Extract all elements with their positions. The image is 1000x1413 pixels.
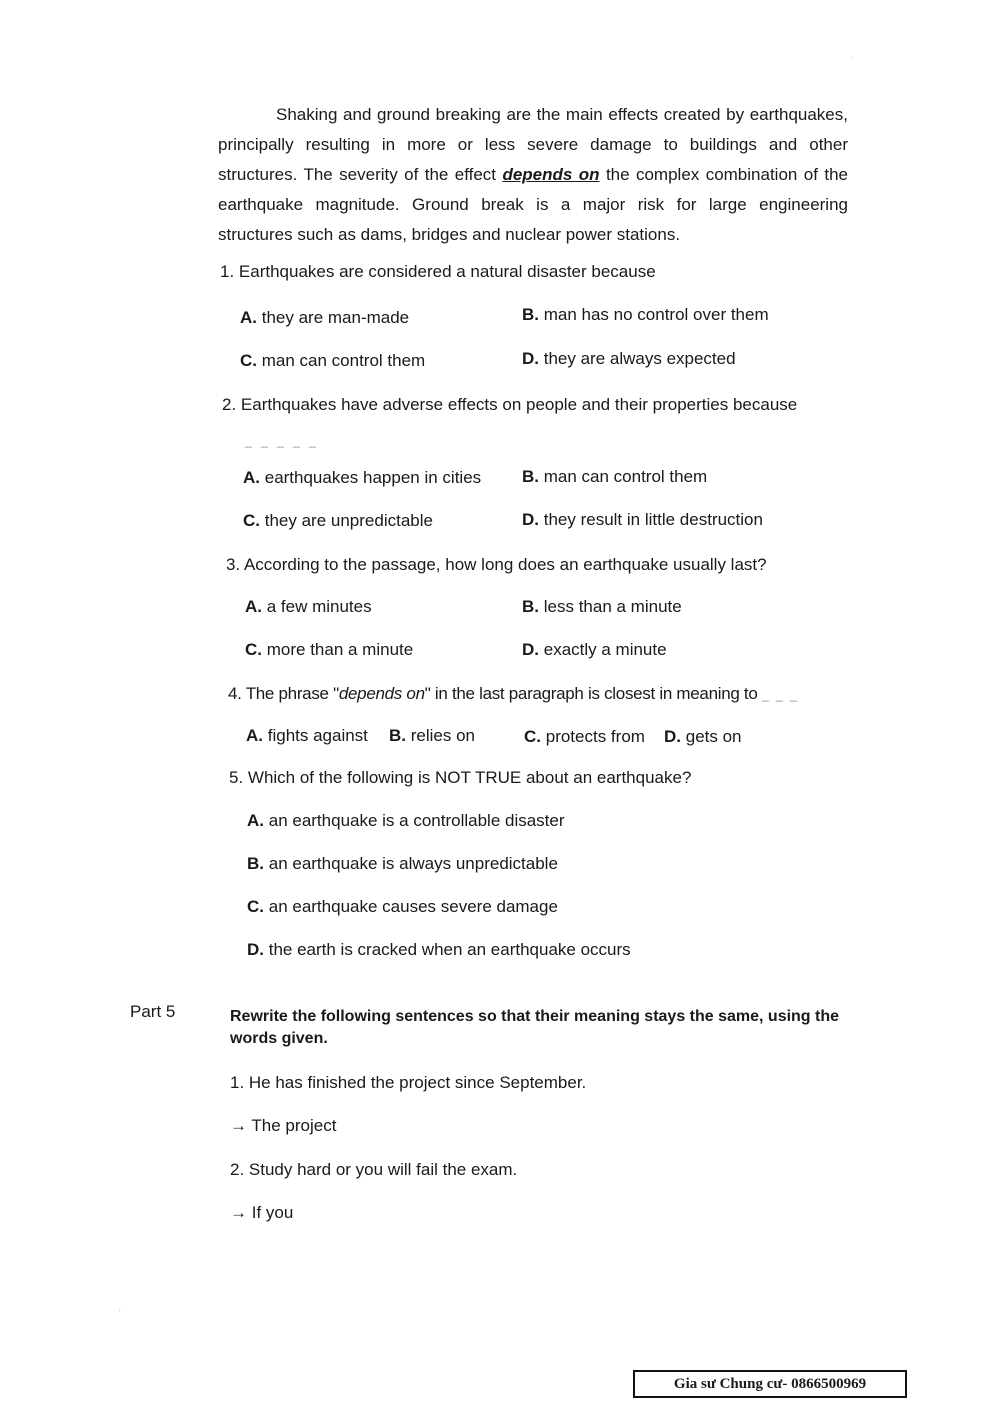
- question-1-option-c[interactable]: C. man can control them: [240, 351, 426, 370]
- question-5-option-b[interactable]: B. an earthquake is always unpredictable: [247, 854, 558, 873]
- question-1-stem: 1. Earthquakes are considered a natural disaster because: [220, 262, 656, 281]
- question-2-option-c[interactable]: C. they are unpredictable: [243, 511, 433, 530]
- question-2-option-a[interactable]: A. earthquakes happen in cities: [243, 468, 482, 487]
- question-1-option-a[interactable]: A. they are man-made: [240, 308, 410, 327]
- question-1-option-d[interactable]: D. they are always expected: [522, 349, 736, 368]
- question-5-option-c[interactable]: C. an earthquake causes severe damage: [247, 897, 558, 916]
- question-2-option-b[interactable]: B. man can control them: [522, 467, 708, 486]
- part-5-label: Part 5: [130, 1002, 176, 1021]
- question-4-option-d[interactable]: D. gets on: [664, 727, 742, 746]
- rewrite-2-sentence: 2. Study hard or you will fail the exam.: [230, 1160, 518, 1179]
- part-5-instruction: Rewrite the following sentences so that their meaning stays the same, using the words given.: [230, 1008, 840, 1047]
- question-1-option-b[interactable]: B. man has no control over them: [522, 305, 769, 324]
- passage-text-1: Shaking and ground breaking are the main effects created by earthquakes, principally resulting in more or less severe damage to buildings and other structures. The severity of the effect: [218, 105, 848, 184]
- question-4-keyword: depends on: [338, 684, 425, 703]
- question-3-option-b[interactable]: B. less than a minute: [522, 597, 682, 616]
- question-3-stem: 3. According to the passage, how long does an earthquake usually last?: [226, 555, 767, 574]
- question-4-option-c[interactable]: C. protects from: [524, 727, 645, 746]
- rewrite-1-sentence: 1. He has finished the project since September.: [230, 1073, 587, 1092]
- rewrite-2-prompt[interactable]: → If you: [230, 1203, 294, 1222]
- answer-blank: _ _ _ _ _: [245, 434, 319, 448]
- passage-text-2: the complex combination of the earthquake magnitude. Ground break is a major risk for large engineering structures such as dams, bridges and nuclear power stations.: [218, 165, 848, 244]
- question-5-stem: 5. Which of the following is NOT TRUE about an earthquake?: [229, 768, 692, 787]
- question-5-option-a[interactable]: A. an earthquake is a controllable disaster: [247, 811, 565, 830]
- scan-mark: ·: [118, 1305, 122, 1316]
- rewrite-1-prompt[interactable]: → The project: [230, 1116, 337, 1135]
- question-3-option-d[interactable]: D. exactly a minute: [522, 640, 667, 659]
- footer-credit-box: Gia sư Chung cư- 0866500969: [633, 1370, 907, 1398]
- question-5-option-d[interactable]: D. the earth is cracked when an earthquake occurs: [247, 940, 631, 959]
- question-3-option-c[interactable]: C. more than a minute: [245, 640, 414, 659]
- passage-keyword: depends on: [502, 165, 600, 184]
- question-3-option-a[interactable]: A. a few minutes: [245, 597, 372, 616]
- question-2-option-d[interactable]: D. they result in little destruction: [522, 510, 763, 529]
- question-4-option-b[interactable]: B. relies on: [389, 726, 475, 745]
- scan-mark: ·: [850, 52, 854, 63]
- question-4-stem: 4. The phrase "depends on" in the last paragraph is closest in meaning to _ _ _: [228, 684, 799, 703]
- reading-passage: [218, 100, 848, 250]
- question-2-stem: 2. Earthquakes have adverse effects on people and their properties because: [222, 395, 798, 414]
- question-4-option-a[interactable]: A. fights against: [246, 726, 368, 745]
- answer-blank: _ _ _: [761, 688, 799, 702]
